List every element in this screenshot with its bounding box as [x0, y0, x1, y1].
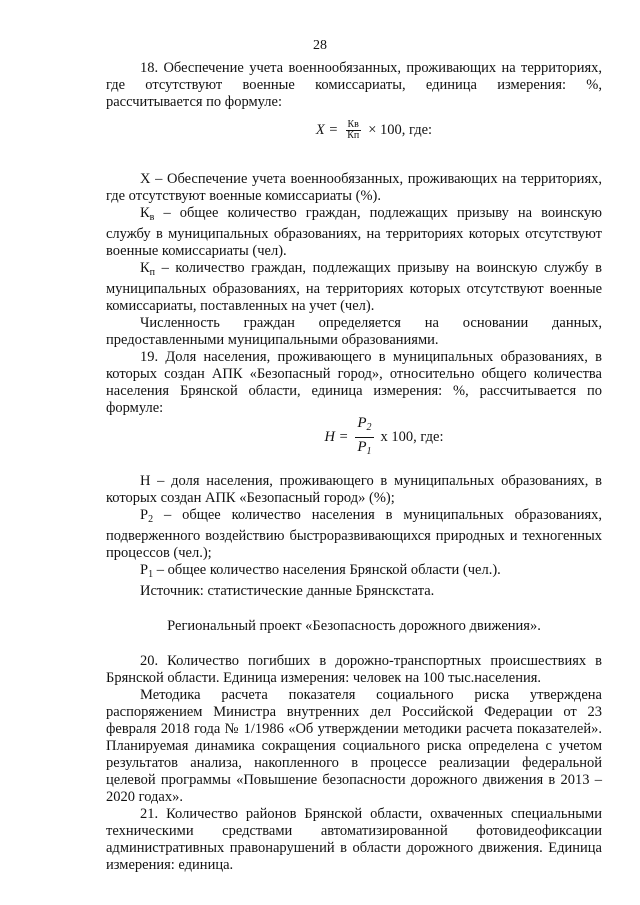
item18-def-x: X – Обеспечение учета военнообязанных, проживающих на территориях, где отсутствуют военные комиссариаты (%). [106, 171, 602, 204]
section-heading: Региональный проект «Безопасность дорожного движения». [167, 618, 541, 634]
item18-intro: 18. Обеспечение учета военнообязанных, проживающих на территориях, где отсутствуют военные комиссариаты, единица измерения: %, рассчитывается по формуле: [106, 60, 602, 110]
formula-h-numerator: $P_2$ [355, 414, 373, 438]
p2-symbol: Р [140, 507, 149, 523]
formula-x-lhs: X = [315, 121, 339, 138]
item18-def-kv [106, 205, 602, 260]
item19-def-p1 [106, 562, 602, 583]
kv-text: – общее количество граждан, подлежащих призыву на воинскую службу в муниципальных образованиях, на территориях которых отсутствуют военные комиссариаты (чел). [106, 205, 602, 259]
p2-sub: 2 [148, 514, 154, 525]
item18-def-kp [106, 260, 602, 315]
p1-text: – общее количество населения Брянской области (чел.). [153, 562, 501, 578]
p1-symbol: Р [140, 562, 149, 578]
item20-intro: 20. Количество погибших в дорожно-транспортных происшествиях в Брянской области. Единица измерения: человек на 100 тыс.населения. [106, 653, 602, 686]
item19-intro: 19. Доля населения, проживающего в муниципальных образованиях, в которых создан АПК «Безопасный город», относительно общего количества населения Брянской области, единица измерения: %, рассчитывается по формуле: [106, 349, 602, 416]
kp-sub: п [149, 267, 156, 278]
kv-sub: в [149, 212, 155, 223]
formula-h-rhs: x 100, где: [380, 428, 444, 445]
page-number: 28 [313, 38, 327, 53]
formula-x-numerator: Кв [347, 118, 359, 130]
item19-def-p2 [106, 507, 602, 562]
formula-x-rhs: × 100, где: [368, 121, 433, 138]
item21-intro: 21. Количество районов Брянской области, охваченных специальными техническими средствами автоматизированной фотовидеофиксации административных правонарушений в области дорожного движения. Единица измерения: единица. [106, 806, 602, 873]
kv-symbol: К [140, 205, 150, 221]
formula-x-fraction [345, 120, 361, 141]
document-body [106, 60, 602, 874]
kp-text: – количество граждан, подлежащих призыву на воинскую службу в муниципальных образованиях, на территориях которых отсутствуют военные комиссариаты, поставленных на учет (чел). [106, 260, 602, 314]
p2-text: – общее количество населения в муниципальных образованиях, подверженного воздействию быстроразвивающихся природных и техногенных процессов (чел.); [106, 507, 602, 561]
formula-h [166, 414, 602, 457]
formula-x-denominator: Кп [347, 129, 360, 141]
item19-def-h: H – доля населения, проживающего в муниципальных образованиях, в которых создан АПК «Безопасный город» (%); [106, 473, 602, 506]
p1-sub: 1 [148, 569, 154, 580]
formula-x [146, 113, 602, 147]
item18-note: Численность граждан определяется на основании данных, предоставленными муниципальными образованиями. [106, 315, 602, 348]
formula-h-fraction [355, 414, 373, 461]
item19-source: Источник: статистические данные Брянскстата. [140, 583, 435, 599]
formula-h-denominator: $P_1$ [357, 438, 372, 457]
formula-h-lhs: H = [324, 428, 349, 445]
item20-method: Методика расчета показателя социального риска утверждена распоряжением Министра внутренних дел Российской Федерации от 23 февраля 2018 года № 1/1986 «Об утверждении методики расчета показателей». Планируемая динамика сокращения социального риска определена с учетом результатов анализа, накопленного в процессе реализации федеральной целевой программы «Повышение безопасности дорожного движения в 2013 – 2020 годах». [106, 687, 602, 805]
kp-symbol: К [140, 260, 150, 276]
